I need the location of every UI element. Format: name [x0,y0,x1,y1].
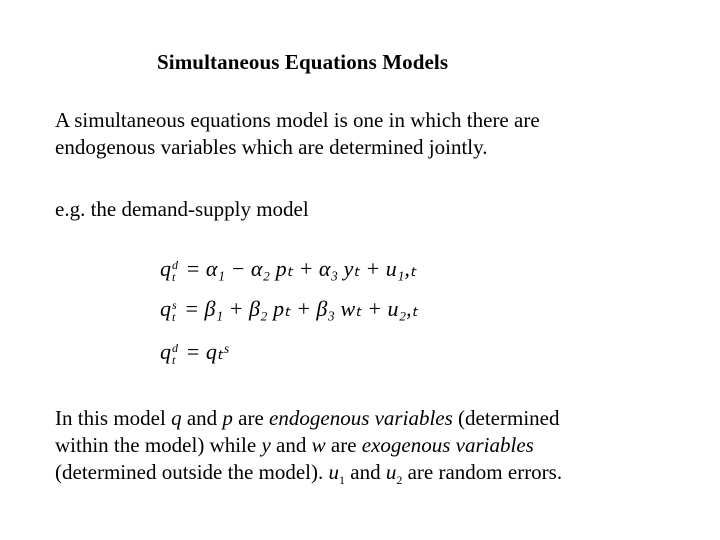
slide-title: Simultaneous Equations Models [157,50,449,74]
eq2-rhs: = β₁ + β₂ pₜ + β₃ wₜ + u₂,ₜ [184,296,419,321]
var-w: w [311,433,326,457]
endogenous-term: endogenous variables [269,406,453,430]
text-fragment: (determined outside the model). [55,460,329,484]
eq2-sup: s [172,297,177,312]
text-fragment: are random errors. [402,460,563,484]
var-u1: u [328,460,340,484]
conclusion-line-3 [55,459,562,494]
var-y: y [261,433,271,457]
eq2-lhs-var: q [160,296,171,321]
exogenous-term: exogenous variables [361,433,534,457]
eq1-sup: d [172,257,178,272]
example-text: e.g. the demand-supply model [55,197,309,221]
var-q: q [171,406,182,430]
eq3-sub: t [172,352,176,367]
sub-1: 1 [339,473,346,488]
var-u2: u [385,460,397,484]
conclusion-line-2 [55,432,562,459]
eq1-sub: t [172,269,176,284]
eq3-lhs-var: q [160,339,171,364]
text-fragment: and [345,460,386,484]
conclusion-paragraph [55,405,562,494]
text-fragment: In this model [55,406,172,430]
text-fragment: and [181,406,223,430]
eq1-rhs: = α₁ − α₂ pₜ + α₃ yₜ + u₁,ₜ [185,256,417,281]
equation-demand [160,256,416,283]
text-fragment: are [232,406,270,430]
conclusion-line-1 [55,405,562,432]
text-fragment: are [325,433,362,457]
text-fragment: and [270,433,312,457]
text-fragment: within the model) while [55,433,262,457]
equation-equilibrium [160,339,228,366]
eq3-sup: d [172,340,178,355]
sub-2: 2 [396,473,403,488]
var-p: p [222,406,233,430]
intro-line-2: endogenous variables which are determined jointly. [55,135,488,159]
intro-line-1: A simultaneous equations model is one in which there are [55,108,540,132]
eq3-rhs: = qₜˢ [185,339,228,364]
eq2-sub: t [172,309,176,324]
text-fragment: (determined [452,406,560,430]
intro-paragraph [55,107,540,161]
eq1-lhs-var: q [160,256,171,281]
equation-supply [160,296,418,323]
